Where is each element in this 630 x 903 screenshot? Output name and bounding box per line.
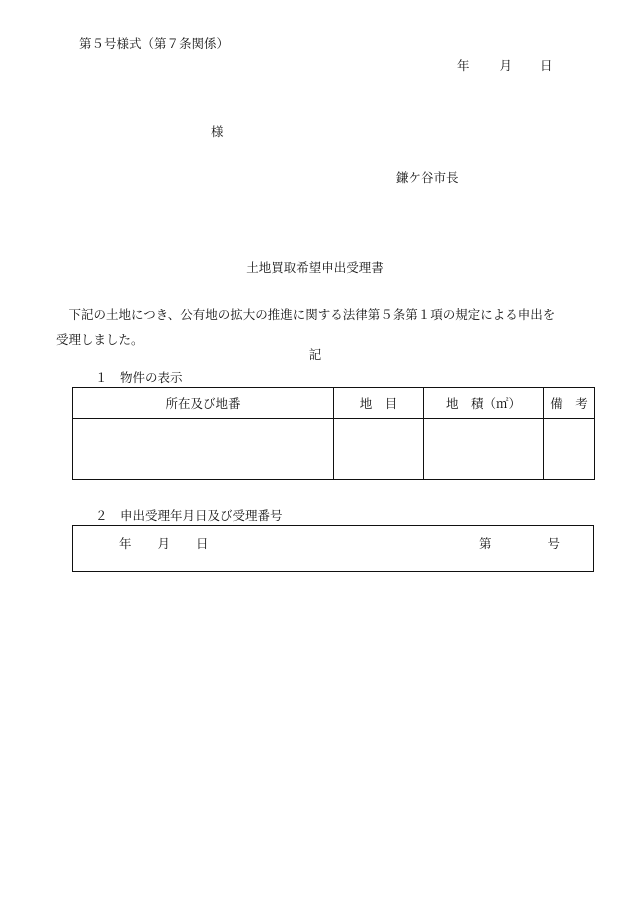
body-text: 下記の土地につき、公有地の拡大の推進に関する法律第５条第１項の規定による申出を受理しました。 bbox=[56, 307, 556, 347]
document-date bbox=[457, 60, 553, 73]
document-title: 土地買取希望申出受理書 bbox=[246, 260, 384, 275]
column-area: 地 積（㎡） bbox=[424, 388, 544, 419]
column-land-category: 地 目 bbox=[334, 388, 424, 419]
form-number: 第５号様式（第７条関係） bbox=[79, 36, 230, 51]
receipt-number bbox=[479, 534, 560, 552]
receipt-number-prefix: 第 bbox=[479, 536, 492, 551]
receipt-day: 日 bbox=[196, 536, 209, 551]
column-location: 所在及び地番 bbox=[73, 388, 334, 419]
cell-area bbox=[424, 419, 544, 480]
receipt-month: 月 bbox=[157, 536, 171, 551]
receipt-cell bbox=[73, 526, 594, 572]
property-table bbox=[72, 387, 595, 480]
date-month: 月 bbox=[499, 58, 513, 73]
cell-land-category bbox=[334, 419, 424, 480]
table-row bbox=[73, 419, 595, 480]
date-year: 年 bbox=[457, 58, 470, 73]
section2-heading: ２ 申出受理年月日及び受理番号 bbox=[95, 508, 283, 523]
receipt-number-suffix: 号 bbox=[547, 536, 561, 551]
addressee-honorific: 様 bbox=[211, 124, 224, 139]
receipt-year: 年 bbox=[119, 536, 132, 551]
issuer-name: 鎌ケ谷市長 bbox=[396, 170, 459, 185]
receipt-date bbox=[119, 534, 209, 552]
date-day: 日 bbox=[540, 58, 553, 73]
column-remarks: 備 考 bbox=[544, 388, 595, 419]
cell-location bbox=[73, 419, 334, 480]
property-table-header bbox=[73, 388, 595, 419]
ki-marker: 記 bbox=[308, 347, 322, 362]
receipt-table bbox=[72, 525, 594, 572]
cell-remarks bbox=[544, 419, 595, 480]
section1-heading: １ 物件の表示 bbox=[95, 370, 183, 385]
